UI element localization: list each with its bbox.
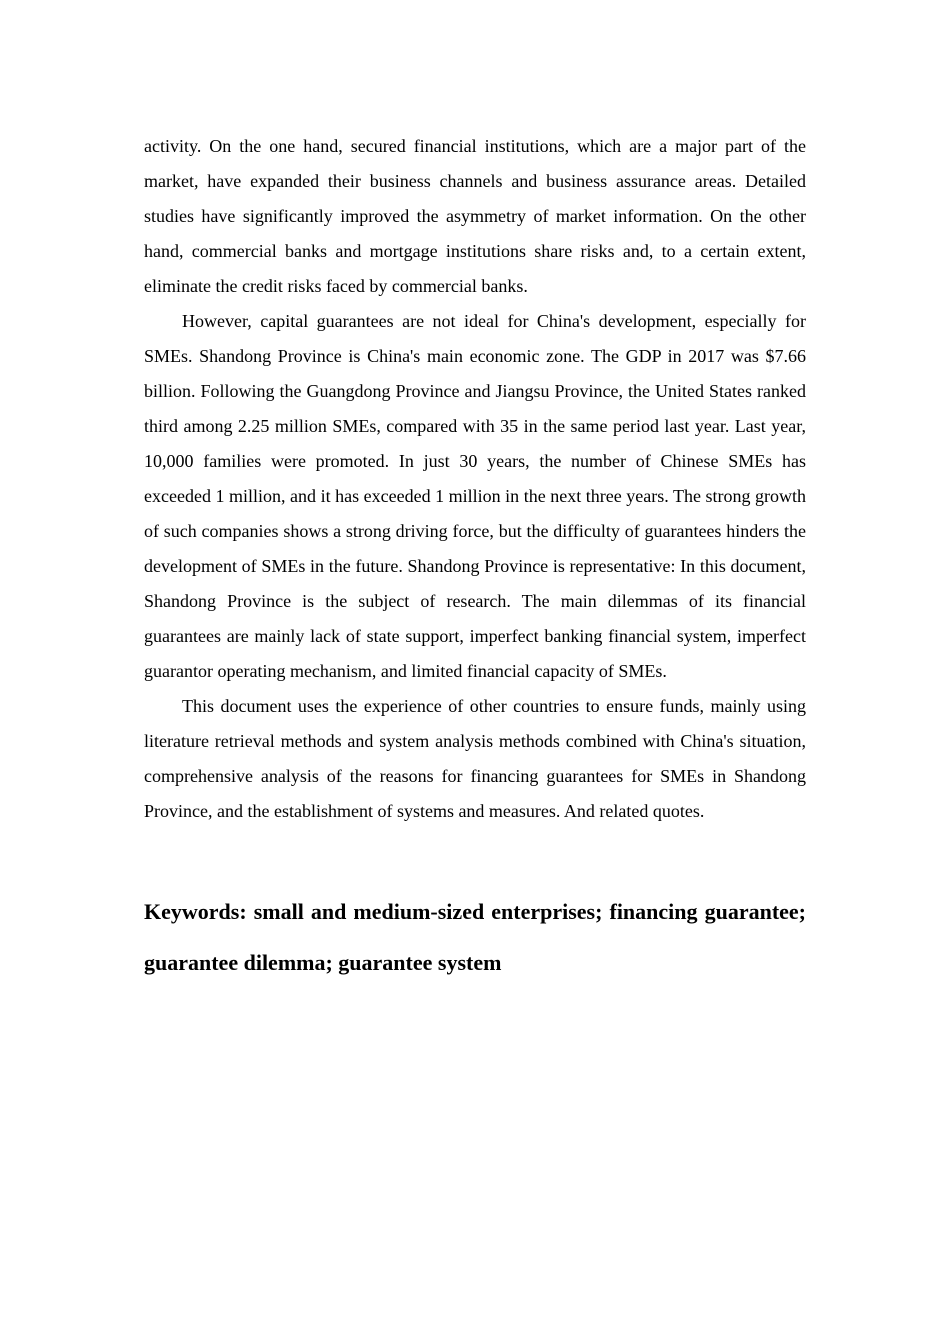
paragraph-shandong-dilemma: However, capital guarantees are not ideal for China's development, especially for SMEs. Shandong Province is China's main economic zone. The GDP in 2017 was $7.66 billion. Following the Guangdong Province and Jiangsu Province, the United States ranked third among 2.25 million SMEs, compared with 35 in the same period last year. Last year, 10,000 families were promoted. In just 30 years, the number of Chinese SMEs has exceeded 1 million, and it has exceeded 1 million in the next three years. The strong growth of such companies shows a strong driving force, but the difficulty of guarantees hinders the development of SMEs in the future. Shandong Province is representative: In this document, Shandong Province is the subject of research. The main dilemmas of its financial guarantees are mainly lack of state support, imperfect banking financial system, imperfect guarantor operating mechanism, and limited financial capacity of SMEs. [144, 311, 806, 681]
keywords: Keywords: small and medium-sized enterprises; financing guarantee; guarantee dilemma; guarantee system [144, 899, 806, 975]
paragraph-continued: activity. On the one hand, secured financial institutions, which are a major part of the market, have expanded their business channels and business assurance areas. Detailed studies have significantly improved the asymmetry of market information. On the other hand, commercial banks and mortgage institutions share risks and, to a certain extent, eliminate the credit risks faced by commercial banks. [144, 136, 806, 296]
paragraph-methodology: This document uses the experience of other countries to ensure funds, mainly using literature retrieval methods and system analysis methods combined with China's situation, comprehensive analysis of the reasons for financing guarantees for SMEs in Shandong Province, and the establishment of systems and measures. And related quotes. [144, 696, 806, 821]
document-body [144, 129, 806, 988]
